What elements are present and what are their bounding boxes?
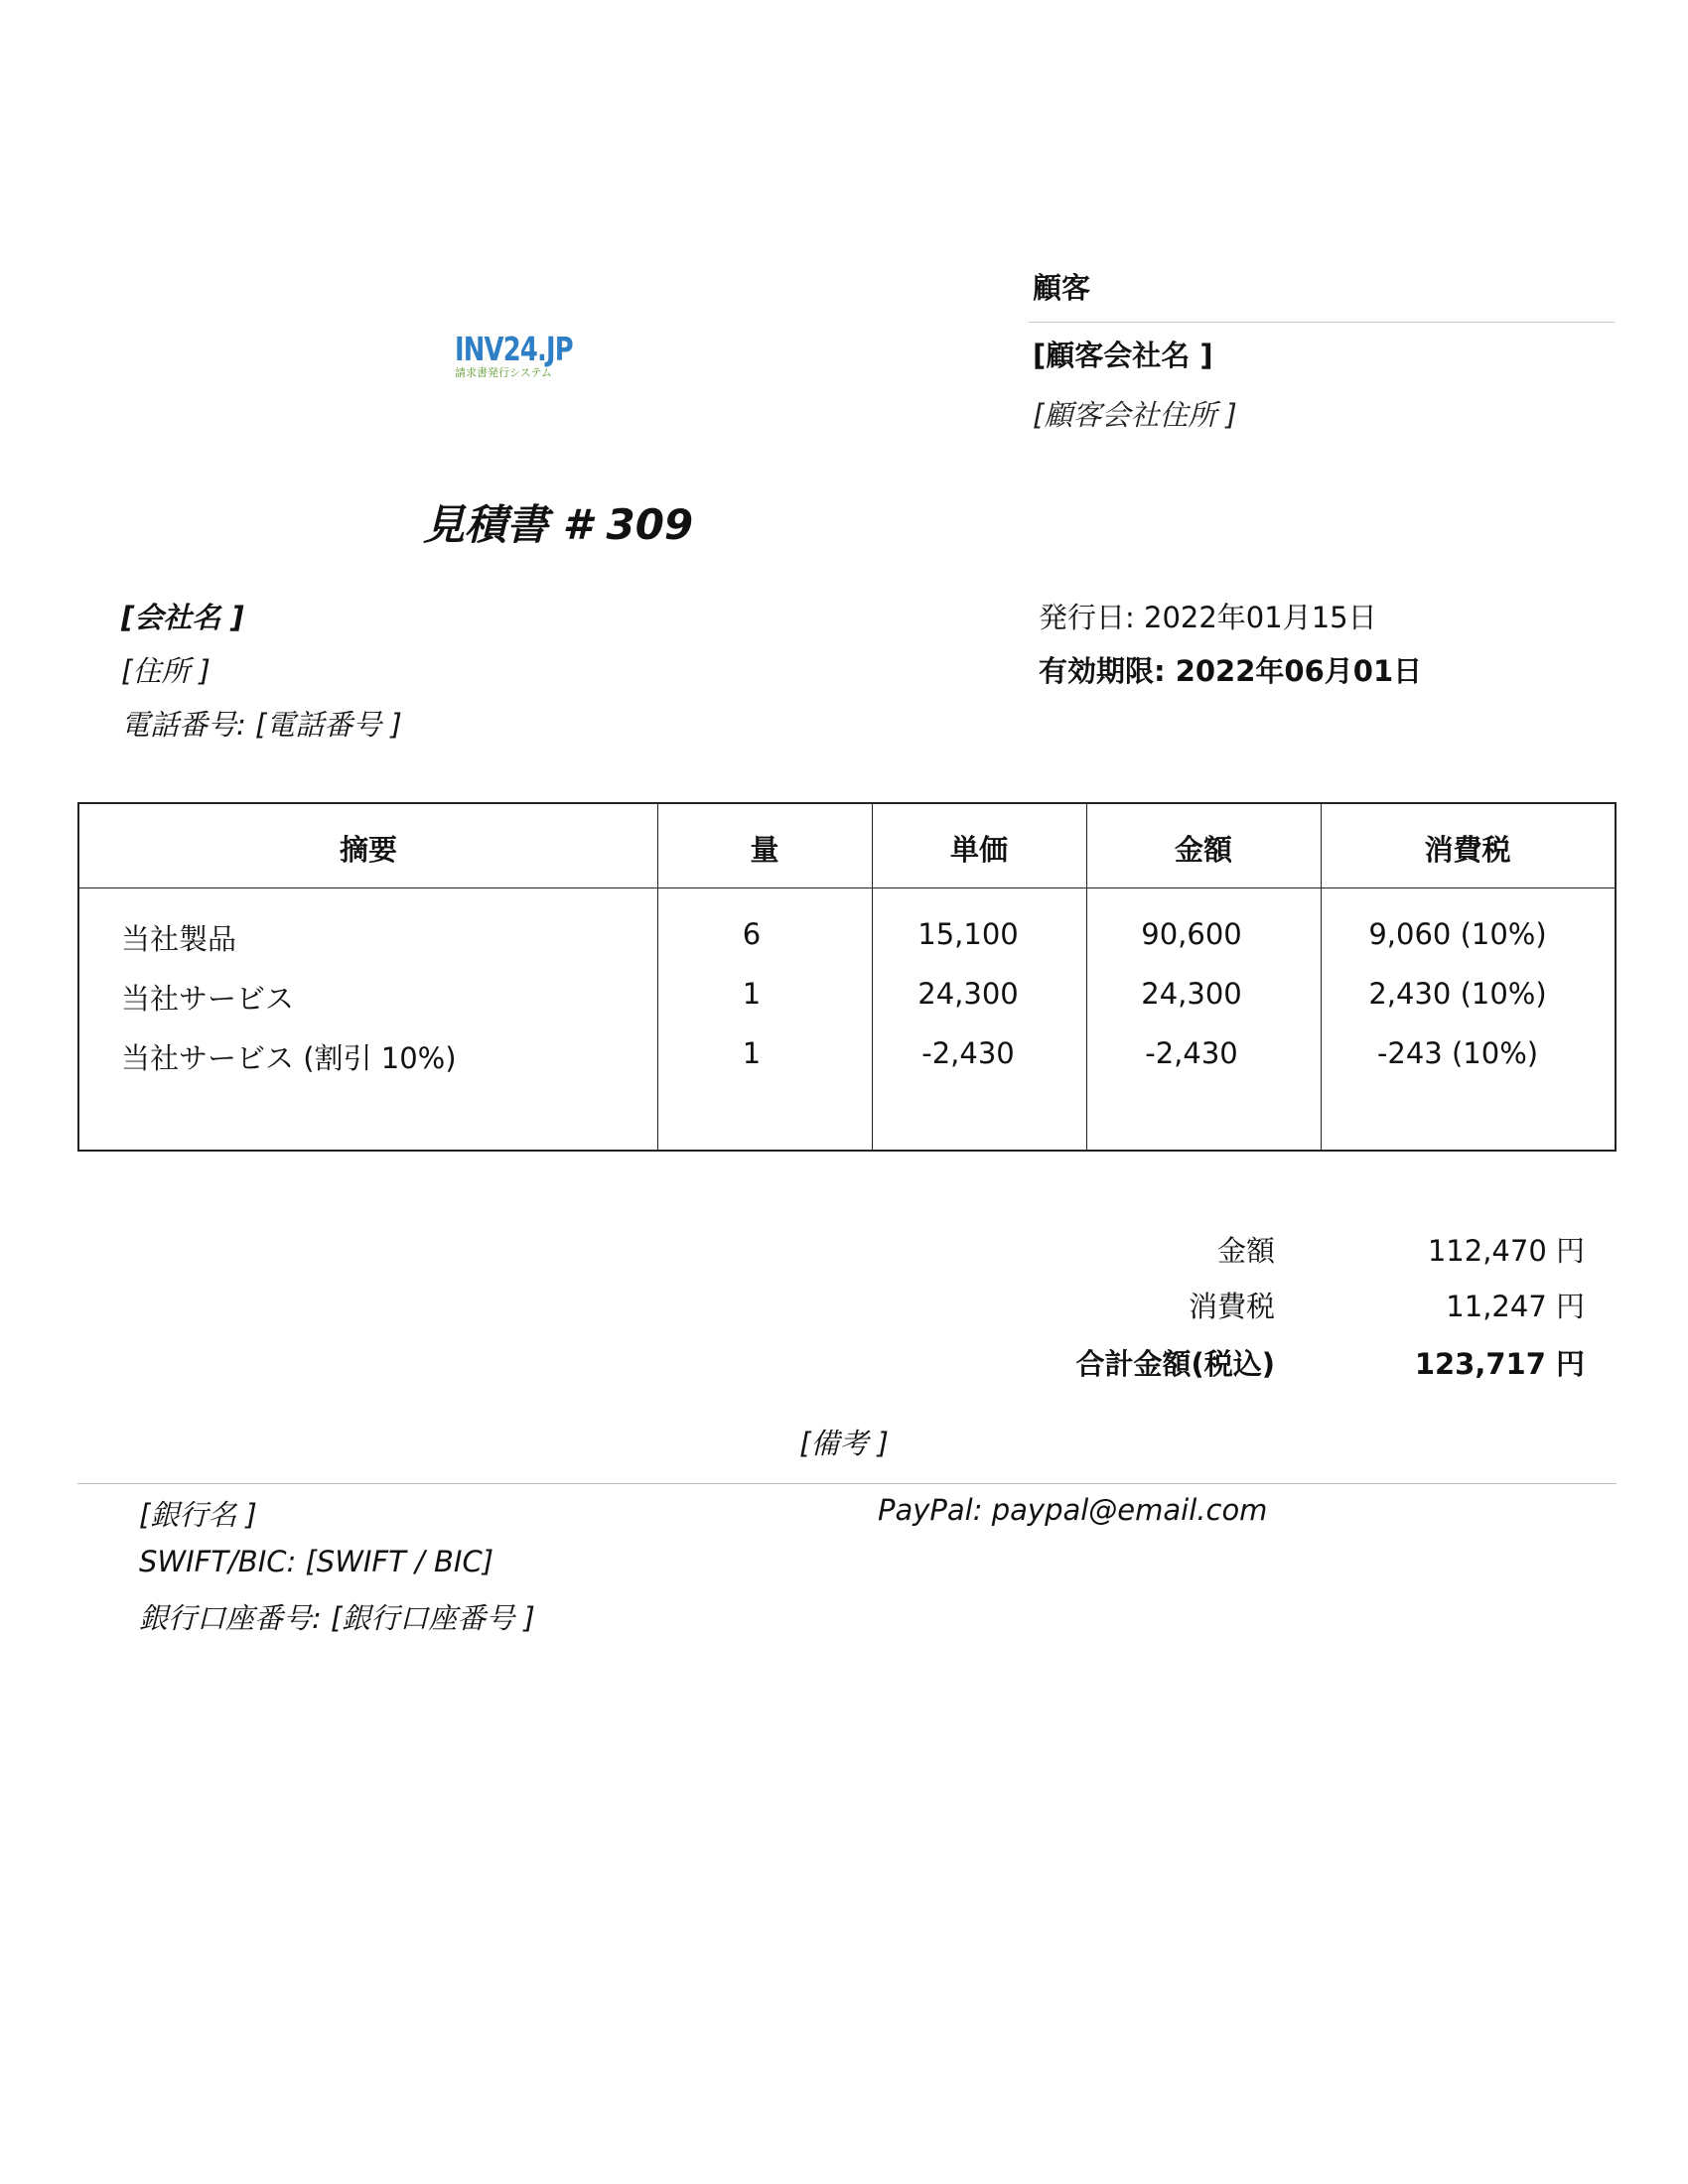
table-cell-description: 当社サービス xyxy=(121,982,295,1016)
table-cell-unit-price: 15,100 xyxy=(917,917,1019,951)
customer-divider xyxy=(1029,322,1615,323)
column-header-unit-price: 単価 xyxy=(949,833,1008,867)
table-cell-quantity: 1 xyxy=(742,1036,762,1070)
table-cell-description: 当社サービス (割引 10%) xyxy=(121,1041,457,1075)
table-cell-unit-price: -2,430 xyxy=(921,1036,1015,1070)
customer-company-name: [顧客会社名 ] xyxy=(1033,339,1213,372)
table-cell-description: 当社製品 xyxy=(121,922,237,956)
footer-divider xyxy=(77,1483,1617,1484)
bank-name: [銀行名 ] xyxy=(139,1498,257,1532)
customer-company-address: [顧客会社住所 ] xyxy=(1033,398,1237,432)
customer-heading: 顧客 xyxy=(1033,271,1091,305)
column-header-description: 摘要 xyxy=(339,833,397,867)
swift-bic: SWIFT/BIC: [SWIFT / BIC] xyxy=(139,1545,494,1578)
table-cell-unit-price: 24,300 xyxy=(917,977,1019,1011)
bank-account-number: 銀行口座番号: [銀行口座番号 ] xyxy=(139,1601,535,1635)
table-cell-amount: -2,430 xyxy=(1145,1036,1238,1070)
table-cell-quantity: 1 xyxy=(742,977,762,1011)
seller-address: [住所 ] xyxy=(121,654,211,688)
tax-value: 11,247 円 xyxy=(1446,1290,1585,1323)
column-header-amount: 金額 xyxy=(1174,833,1232,867)
table-cell-amount: 24,300 xyxy=(1141,977,1242,1011)
seller-company-name: [会社名 ] xyxy=(121,601,244,634)
subtotal-value: 112,470 円 xyxy=(1427,1234,1585,1268)
grand-total-label: 合計金額(税込) xyxy=(1075,1347,1275,1381)
company-logo xyxy=(455,332,574,379)
subtotal-label: 金額 xyxy=(1216,1234,1275,1268)
table-cell-quantity: 6 xyxy=(742,917,762,951)
seller-phone: 電話番号: [電話番号 ] xyxy=(121,708,402,742)
logo-wordmark: INV24.JP xyxy=(455,330,573,368)
table-cell-tax: -243 (10%) xyxy=(1376,1036,1539,1070)
issue-date: 発行日: 2022年01月15日 xyxy=(1039,601,1377,634)
column-header-quantity: 量 xyxy=(750,833,779,867)
grand-total-value: 123,717 円 xyxy=(1414,1347,1585,1381)
table-cell-amount: 90,600 xyxy=(1141,917,1242,951)
valid-until-date: 有効期限: 2022年06月01日 xyxy=(1039,654,1423,688)
table-cell-tax: 9,060 (10%) xyxy=(1368,917,1547,951)
tax-label: 消費税 xyxy=(1188,1290,1275,1323)
paypal-address: PayPal: paypal@email.com xyxy=(878,1493,1268,1527)
table-cell-tax: 2,430 (10%) xyxy=(1368,977,1547,1011)
document-title: 見積書 # 309 xyxy=(423,500,694,549)
notes: [備考 ] xyxy=(799,1427,889,1460)
logo-tagline: 請求書発行システム xyxy=(455,366,552,379)
header-divider xyxy=(79,887,1615,888)
line-items-table xyxy=(77,802,1617,1152)
column-header-tax: 消費税 xyxy=(1424,833,1511,867)
